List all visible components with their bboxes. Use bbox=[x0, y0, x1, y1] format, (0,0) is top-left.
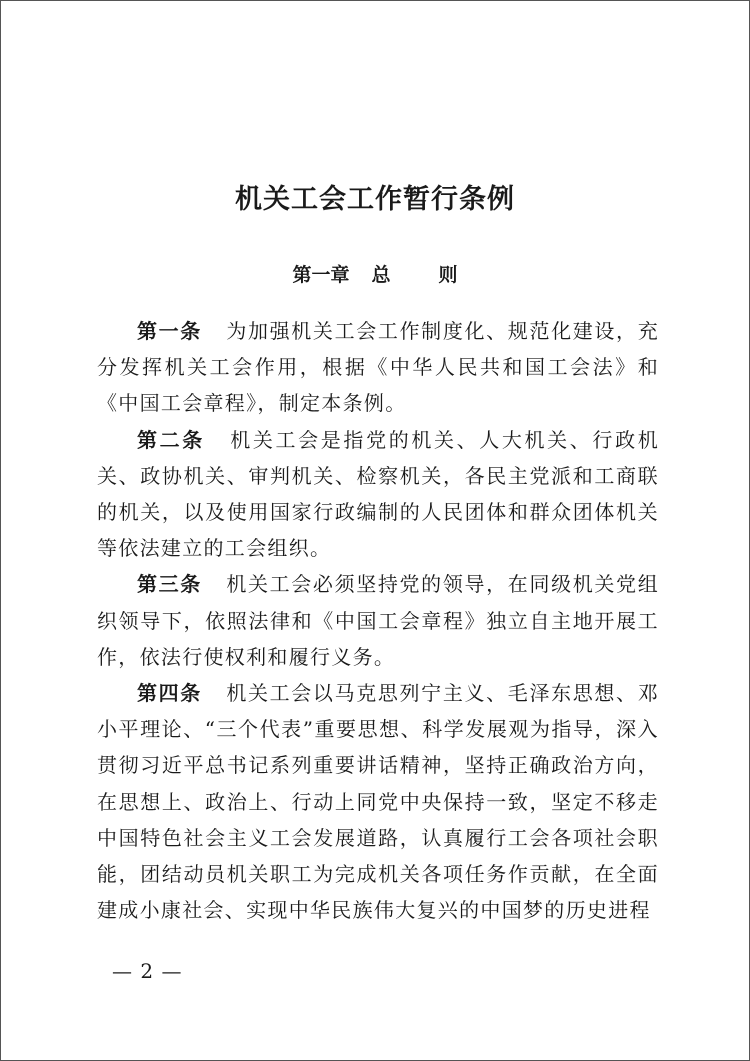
article-3-label: 第三条 bbox=[137, 572, 202, 597]
chapter-heading bbox=[0, 258, 750, 292]
article-4-text: 机关工会以马克思列宁主义、毛泽东思想、邓小平理论、“三个代表”重要思想、科学发展观为指导，深入贯彻习近平总书记系列重要讲话精神，坚持正确政治方向，在思想上、政治上、行动上同党中央保持一致，坚定不移走中国特色社会主义工会发展道路，认真履行工会各项社会职能，团结动员机关职工为完成机关各项任务作贡献，在全面建成小康社会、实现中华民族伟大复兴的中国梦的历史进程 bbox=[97, 681, 660, 923]
article-2 bbox=[97, 422, 659, 567]
chapter-name-part-1: 总 bbox=[371, 264, 391, 286]
article-4-label: 第四条 bbox=[137, 681, 202, 706]
chapter-number: 第一章 bbox=[292, 264, 350, 286]
article-3 bbox=[97, 566, 659, 675]
article-3-text: 机关工会必须坚持党的领导，在同级机关党组织领导下，依照法律和《中国工会章程》独立自主地开展工作，依法行使权利和履行义务。 bbox=[97, 572, 660, 669]
article-1-text: 为加强机关工会工作制度化、规范化建设，充分发挥机关工会作用，根据《中华人民共和国工会法》和《中国工会章程》，制定本条例。 bbox=[97, 319, 660, 416]
article-1-label: 第一条 bbox=[137, 319, 202, 343]
chapter-name-part-2: 则 bbox=[438, 264, 458, 286]
article-4 bbox=[97, 675, 659, 928]
article-2-text: 机关工会是指党的机关、人大机关、行政机关、政协机关、审判机关、检察机关，各民主党派和工商联的机关，以及使用国家行政编制的人民团体和群众团体机关等依法建立的工会组织。 bbox=[97, 427, 660, 561]
page-number: — 2 — bbox=[112, 959, 183, 983]
article-1 bbox=[97, 313, 659, 422]
article-2-label: 第二条 bbox=[137, 427, 205, 452]
document-body bbox=[97, 313, 659, 928]
document-title: 机关工会工作暂行条例 bbox=[235, 184, 515, 215]
